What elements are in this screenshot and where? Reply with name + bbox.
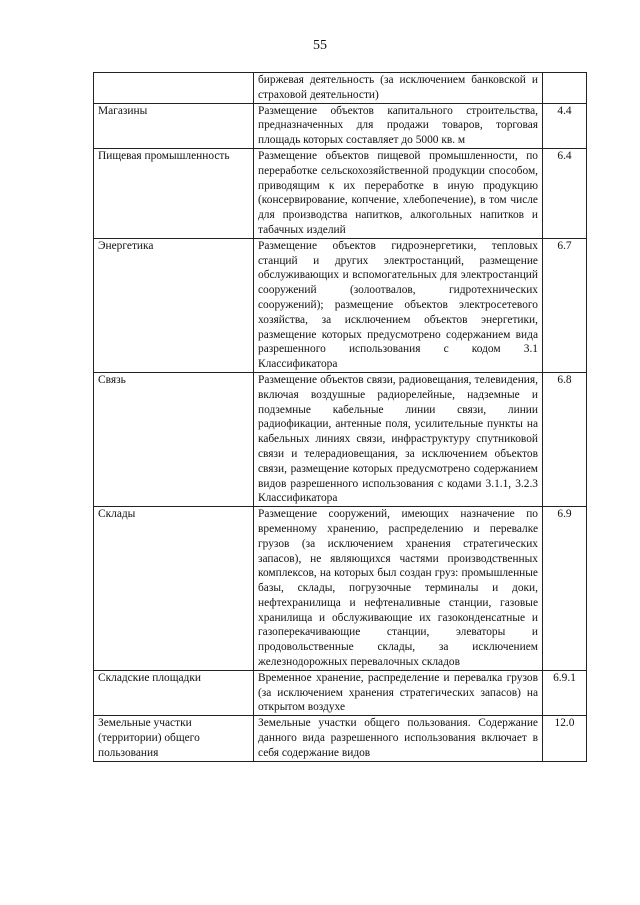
use-type-code: 6.7 [543,238,587,372]
use-type-name: Складские площадки [94,670,254,715]
use-type-description: Земельные участки общего пользования. Содержание данного вида разрешенного использования включает в себя содержание видов [254,716,543,761]
use-type-name: Энергетика [94,238,254,372]
use-type-description: Временное хранение, распределение и перевалка грузов (за исключением хранения стратегических запасов) на открытом воздухе [254,670,543,715]
use-type-description: Размещение объектов капитального строительства, предназначенных для продажи товаров, торговая площадь которых составляет до 5000 кв. м [254,103,543,148]
use-type-name: Земельные участки (территории) общего пользования [94,716,254,761]
table-row [94,238,587,372]
table-row [94,372,587,506]
use-type-name [94,73,254,104]
use-type-name: Пищевая промышленность [94,148,254,238]
use-type-description: Размещение объектов пищевой промышленности, по переработке сельскохозяйственной продукции способом, приводящим к их переработке в иную продукцию (консервирование, копчение, хлебопечение), в том числе для производства напитков, алкогольных напитков и табачных изделий [254,148,543,238]
use-type-code: 6.4 [543,148,587,238]
land-use-table [93,72,587,762]
use-type-code [543,73,587,104]
use-type-code: 6.8 [543,372,587,506]
use-type-code: 12.0 [543,716,587,761]
table-row [94,507,587,671]
use-type-description: биржевая деятельность (за исключением банковской и страховой деятельности) [254,73,543,104]
use-type-name: Магазины [94,103,254,148]
use-type-name: Связь [94,372,254,506]
use-type-description: Размещение сооружений, имеющих назначение по временному хранению, распределению и перевалке грузов (за исключением хранения стратегических запасов), не являющихся частями производственных комплексов, на которых был создан груз: промышленные базы, склады, погрузочные терминалы и доки, нефтехранилища и нефтеналивные станции, газовые хранилища и обслуживающие их газоконденсатные и газоперекачивающие станции, элеваторы и продовольственные склады, за исключением железнодорожных перевалочных складов [254,507,543,671]
table-row [94,103,587,148]
use-type-code: 6.9.1 [543,670,587,715]
table-row [94,148,587,238]
use-type-name: Склады [94,507,254,671]
table-row [94,716,587,761]
use-type-code: 6.9 [543,507,587,671]
use-type-code: 4.4 [543,103,587,148]
page-number: 55 [313,38,327,53]
table-row [94,670,587,715]
use-type-description: Размещение объектов связи, радиовещания, телевидения, включая воздушные радиорелейные, надземные и подземные кабельные линии связи, линии радиофикации, антенные поля, усилительные пункты на кабельных линиях связи, инфраструктуру спутниковой связи и телерадиовещания, за исключением объектов связи, размещение которых предусмотрено содержанием видов разрешенного использования с кодами 3.1.1, 3.2.3 Классификатора [254,372,543,506]
use-type-description: Размещение объектов гидроэнергетики, тепловых станций и других электростанций, размещение обслуживающих и вспомогательных для электростанций сооружений (золоотвалов, гидротехнических сооружений); размещение объектов электросетевого хозяйства, за исключением объектов энергетики, размещение которых предусмотрено содержанием вида разрешенного использования с кодом 3.1 Классификатора [254,238,543,372]
table-row [94,73,587,104]
